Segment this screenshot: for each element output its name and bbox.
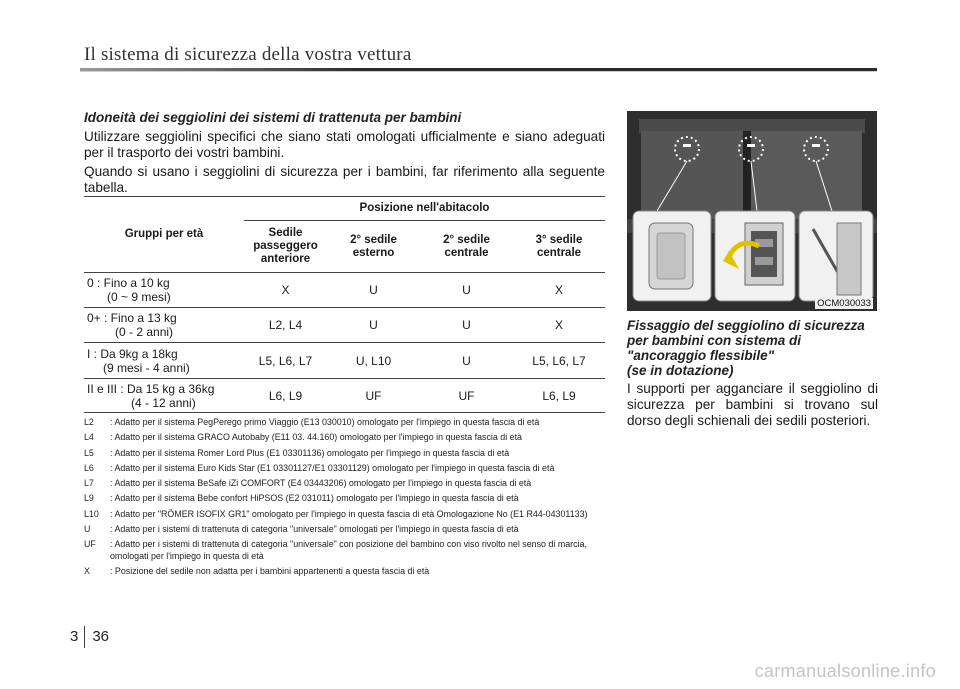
note-text: : Adatto per il sistema Euro Kids Star (E1 03301127/E1 03301129) omologato per l'impiego in questa fascia di età	[110, 462, 555, 473]
cell-second-outer: U	[327, 308, 420, 343]
inset-anchor-hook	[799, 211, 873, 301]
header-second-outer: 2° sedile esterno	[327, 221, 420, 273]
header-age-groups: Gruppi per età	[84, 197, 244, 273]
note-code: X	[84, 566, 90, 577]
intro-section	[84, 110, 605, 199]
cell-third-center: L5, L6, L7	[513, 343, 605, 379]
cell-second-outer: U	[327, 273, 420, 308]
chapter-number: 3	[70, 628, 79, 645]
cell-second-center: U	[420, 308, 513, 343]
group-label: 0+ : Fino a 13 kg	[87, 311, 177, 325]
isofix-anchor-figure	[627, 111, 877, 311]
note-text: : Posizione del sedile non adatta per i bambini appartenenti a questa fascia di età	[110, 566, 430, 577]
page-header-title: Il sistema di sicurezza della vostra vettura	[84, 44, 412, 65]
note-text: : Adatto per il sistema GRACO Autobaby (E11 03. 44.160) omologato per l'impiego in questa fascia di età	[110, 432, 522, 443]
list-item	[84, 566, 605, 577]
list-item	[84, 478, 605, 489]
list-item	[84, 524, 605, 535]
group-cell	[84, 343, 244, 379]
anchorage-title: Fissaggio del seggiolino di sicurezza per bambini con sistema di "ancoraggio flessibile" (se in dotazione)	[627, 318, 865, 378]
cell-front-passenger: L6, L9	[244, 379, 327, 413]
cell-front-passenger: L2, L4	[244, 308, 327, 343]
note-text: : Adatto per i sistemi di trattenuta di categoria "universale" con posizione del bambino con viso rivolto nel senso di marcia, omologati per l'impiego in questa di età	[110, 539, 587, 561]
page-number-value: 36	[92, 628, 110, 645]
group-age: (0 - 2 anni)	[115, 325, 174, 339]
note-code: L10	[84, 508, 99, 519]
cell-front-passenger: X	[244, 273, 327, 308]
list-item	[84, 539, 605, 562]
legend-notes	[84, 417, 605, 581]
header-rule-shadow	[80, 71, 877, 72]
note-code: L6	[84, 462, 94, 473]
note-code: L5	[84, 447, 94, 458]
cell-front-passenger: L5, L6, L7	[244, 343, 327, 379]
note-code: U	[84, 524, 91, 535]
note-text: : Adatto per il sistema Bebe confort HiPSOS (E2 031011) omologato per l'impiego in questa fascia di età	[110, 493, 519, 504]
list-item	[84, 417, 605, 428]
group-age: (9 mesi - 4 anni)	[103, 360, 190, 375]
child-seat-suitability-table	[84, 196, 605, 413]
table-row	[84, 273, 605, 308]
rear-seat-illustration	[627, 111, 877, 311]
section-title: Idoneità dei seggiolini dei sistemi di trattenuta per bambini	[84, 110, 462, 125]
group-age: (0 ~ 9 mesi)	[107, 290, 171, 304]
cell-second-center: U	[420, 343, 513, 379]
cell-third-center: X	[513, 273, 605, 308]
note-text: : Adatto per il sistema Romer Lord Plus (E1 03301136) omologato per l'impiego in questa fascia di età	[110, 447, 510, 458]
list-item	[84, 463, 605, 474]
header-second-center: 2° sedile centrale	[420, 221, 513, 273]
group-label: I : Da 9kg a 18kg	[87, 346, 178, 361]
cell-second-outer: U, L10	[327, 343, 420, 379]
note-code: UF	[84, 539, 96, 550]
cell-third-center: X	[513, 308, 605, 343]
list-item	[84, 432, 605, 443]
table-row	[84, 308, 605, 343]
list-item	[84, 509, 605, 520]
cell-third-center: L6, L9	[513, 379, 605, 413]
group-cell	[84, 379, 244, 413]
table-row	[84, 343, 605, 379]
anchorage-section	[627, 318, 878, 432]
watermark: carmanualsonline.info	[754, 661, 936, 681]
cell-second-outer: UF	[327, 379, 420, 413]
intro-paragraph-1: Utilizzare seggiolini specifici che siano stati omologati ufficialmente e siano adeguati per il trasporto dei vostri bambini.	[84, 129, 605, 160]
note-code: L4	[84, 432, 94, 443]
group-age: (4 - 12 anni)	[131, 395, 196, 410]
cell-second-center: U	[420, 273, 513, 308]
page-number	[70, 628, 109, 645]
header-third-center: 3° sedile centrale	[513, 221, 605, 273]
group-cell	[84, 273, 244, 308]
group-cell	[84, 308, 244, 343]
cell-second-center: UF	[420, 379, 513, 413]
note-text: : Adatto per "RÖMER ISOFIX GR1" omologato per l'impiego in questa fascia di età Omologazione No (E1 R44-04301133)	[110, 508, 588, 519]
note-code: L9	[84, 493, 94, 504]
table-row	[84, 379, 605, 413]
note-text: : Adatto per il sistema BeSafe iZi COMFORT (E4 03443206) omologato per l'impiego in questa fascia di età	[110, 478, 532, 489]
note-text: : Adatto per i sistemi di trattenuta di categoria "universale" omologati per l'impiego in questa fascia di età	[110, 524, 519, 535]
figure-code: OCM030033	[817, 298, 871, 309]
group-label: 0 : Fino a 10 kg	[87, 276, 170, 290]
list-item	[84, 448, 605, 459]
intro-paragraph-2: Quando si usano i seggiolini di sicurezza per i bambini, far riferimento alla seguente tabella.	[84, 164, 605, 195]
group-label: II e III : Da 15 kg a 36kg	[87, 381, 215, 396]
list-item	[84, 493, 605, 504]
note-text: : Adatto per il sistema PegPerego primo Viaggio (E13 030010) omologato per l'impiego in questa fascia di età	[110, 417, 540, 427]
header-front-passenger: Sedile passeggero anteriore	[244, 221, 327, 273]
note-code: L2	[84, 417, 94, 427]
header-cabin-position: Posizione nell'abitacolo	[244, 197, 605, 221]
anchorage-paragraph: I supporti per agganciare il seggiolino di sicurezza per bambini si trovano sul dorso degli schienali dei sedili posteriori.	[627, 381, 878, 428]
note-code: L7	[84, 478, 94, 489]
